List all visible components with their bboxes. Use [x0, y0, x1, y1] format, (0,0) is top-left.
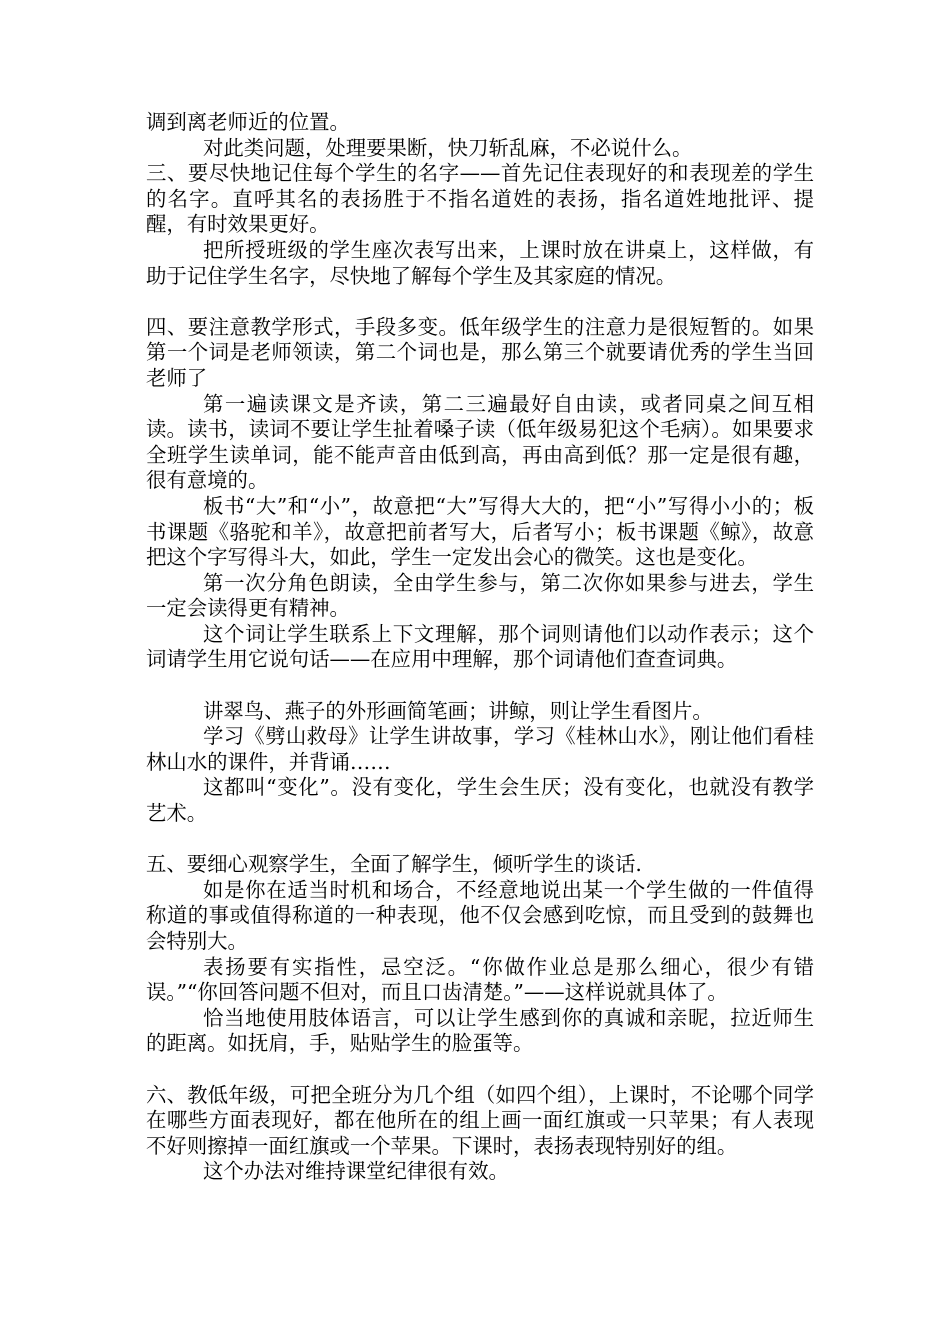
paragraph: 这个词让学生联系上下文理解，那个词则请他们以动作表示；这个词请学生用它说句话——在应用中理解，那个词请他们查查词典。 — [146, 621, 814, 672]
paragraph: 表扬要有实指性，忌空泛。“你做作业总是那么细心，很少有错误。”“你回答问题不但对，而且口齿清楚。”——这样说就具体了。 — [146, 954, 814, 1005]
paragraph: 如是你在适当时机和场合，不经意地说出某一个学生做的一件值得称道的事或值得称道的一种表现，他不仅会感到吃惊，而且受到的鼓舞也会特别大。 — [146, 877, 814, 953]
blank-line — [146, 827, 814, 853]
paragraph: 对此类问题，处理要果断，快刀斩乱麻，不必说什么。 — [203, 135, 693, 160]
document-page — [146, 110, 814, 1185]
blank-line — [146, 1057, 814, 1083]
paragraph: 第一遍读课文是齐读，第二三遍最好自由读，或者同桌之间互相读。读书，读词不要让学生扯着嗓子读（低年级易犯这个毛病）。如果要求全班学生读单词，能不能声音由低到高，再由高到低？那一定是很有趣，很有意境的。 — [146, 391, 814, 493]
section-heading-paragraph: 四、要注意教学形式，手段多变。低年级学生的注意力是很短暂的。如果第一个词是老师领读，第二个词也是，那么第三个就要请优秀的学生当回老师了 — [146, 314, 814, 390]
paragraph: 这个办法对维持课堂纪律很有效。 — [203, 1159, 509, 1184]
blank-line — [146, 289, 814, 315]
paragraph: 恰当地使用肢体语言，可以让学生感到你的真诚和亲昵，拉近师生的距离。如抚肩，手，贴贴学生的脸蛋等。 — [146, 1005, 814, 1056]
paragraph: 第一次分角色朗读，全由学生参与，第二次你如果参与进去，学生一定会读得更有精神。 — [146, 570, 814, 621]
section-heading-paragraph: 三、要尽快地记住每个学生的名字——首先记住表现好的和表现差的学生的名字。直呼其名的表扬胜于不指名道姓的表扬，指名道姓地批评、提醒，有时效果更好。 — [146, 161, 814, 237]
blank-line — [146, 673, 814, 699]
paragraph: 把所授班级的学生座次表写出来，上课时放在讲桌上，这样做，有助于记住学生名字，尽快地了解每个学生及其家庭的情况。 — [146, 237, 814, 288]
section-heading-paragraph: 六、教低年级，可把全班分为几个组（如四个组），上课时，不论哪个同学在哪些方面表现好，都在他所在的组上画一面红旗或一只苹果；有人表现不好则擦掉一面红旗或一个苹果。下课时，表扬表现特别好的组。 — [146, 1082, 814, 1158]
section-heading-paragraph: 五、要细心观察学生，全面了解学生，倾听学生的谈话. — [146, 852, 642, 877]
paragraph: 板书“大”和“小”，故意把“大”写得大大的，把“小”写得小小的；板书课题《骆驼和羊》，故意把前者写大，后者写小；板书课题《鲸》，故意把这个字写得斗大，如此，学生一定发出会心的微笑。这也是变化。 — [146, 493, 814, 570]
paragraph: 讲翠鸟、燕子的外形画简笔画；讲鲸，则让学生看图片。 — [203, 698, 713, 723]
paragraph: 这都叫“变化”。没有变化，学生会生厌；没有变化，也就没有教学艺术。 — [146, 775, 814, 826]
paragraph: 调到离老师近的位置。 — [146, 110, 350, 134]
paragraph: 学习《劈山救母》让学生讲故事，学习《桂林山水》，刚让他们看桂林山水的课件，并背诵…… — [146, 724, 814, 774]
